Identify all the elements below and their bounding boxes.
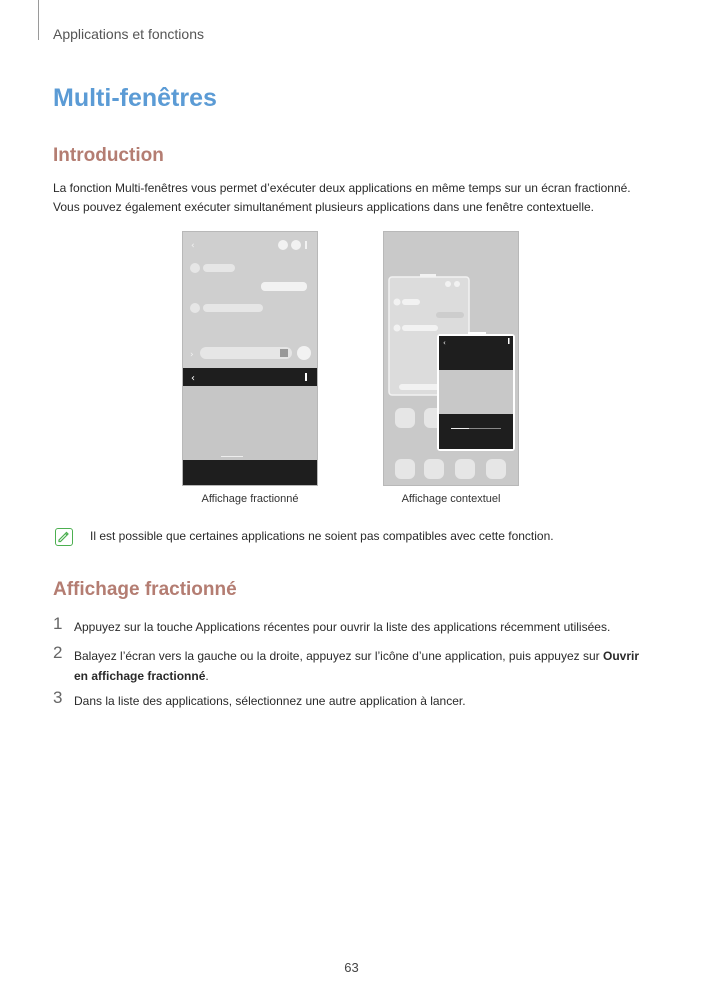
step-bold-text: Ouvrir xyxy=(602,649,639,663)
step-bold-text: en affichage fractionné xyxy=(74,669,206,683)
running-header: Applications et fonctions xyxy=(53,26,204,42)
step-text: Appuyez sur la touche Applications récentes pour ouvrir la liste des applications récemment utilisées. xyxy=(74,620,611,634)
step-text xyxy=(74,646,664,686)
split-screen-caption: Affichage fractionné xyxy=(201,493,299,505)
step-number: 1 xyxy=(53,614,63,633)
svg-text:‹: ‹ xyxy=(443,339,446,347)
split-screen-illustration xyxy=(182,231,318,486)
note-icon xyxy=(55,528,73,546)
page-number: 63 xyxy=(344,960,359,975)
step-text: Dans la liste des applications, sélectionnez une autre application à lancer. xyxy=(74,694,466,708)
step-text-part: . xyxy=(205,669,209,683)
page-title: Multi-fenêtres xyxy=(53,84,217,112)
split-screen-drawing xyxy=(183,232,317,485)
popup-view-drawing xyxy=(384,232,518,485)
svg-text:›: › xyxy=(190,350,194,360)
step-number: 3 xyxy=(53,688,63,707)
step-number: 2 xyxy=(53,643,63,662)
intro-line-1: La fonction Multi-fenêtres vous permet d’exécuter deux applications en même temps sur un écran fractionné. xyxy=(53,181,631,195)
step-text-part: Balayez l’écran vers la gauche ou la droite, appuyez sur l’icône d’une application, puis appuyez sur xyxy=(74,649,603,663)
intro-heading: Introduction xyxy=(53,145,164,166)
margin-rule xyxy=(38,0,39,40)
split-section-heading: Affichage fractionné xyxy=(53,579,237,600)
svg-text:‹: ‹ xyxy=(191,373,195,384)
svg-text:‹: ‹ xyxy=(191,241,195,251)
intro-line-2: Vous pouvez également exécuter simultanément plusieurs applications dans une fenêtre contextuelle. xyxy=(53,200,595,214)
popup-view-caption: Affichage contextuel xyxy=(401,493,501,505)
note-text: Il est possible que certaines applications ne soient pas compatibles avec cette fonction. xyxy=(90,529,554,543)
popup-view-illustration xyxy=(383,231,519,486)
